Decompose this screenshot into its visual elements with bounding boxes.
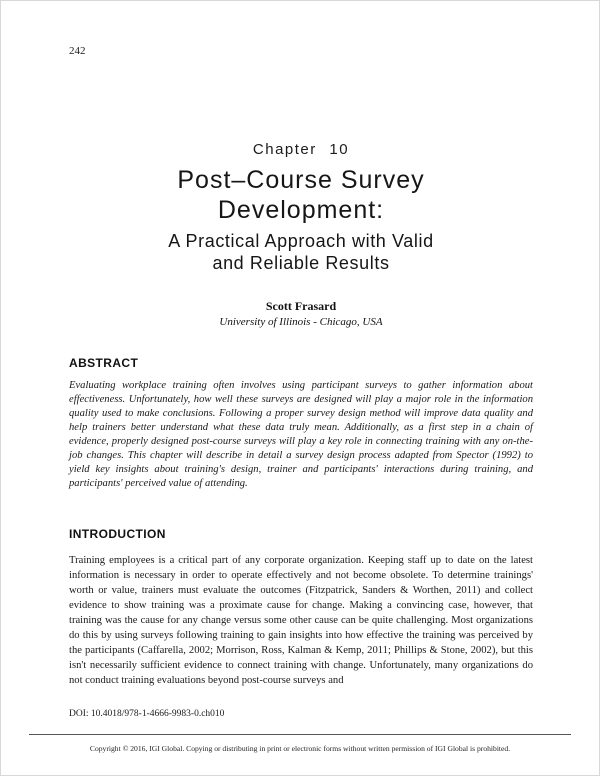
chapter-subtitle [69, 231, 533, 275]
chapter-title [69, 166, 533, 225]
chapter-title-line2: Development: [217, 195, 385, 224]
abstract-text: Evaluating workplace training often involves using participant surveys to gather information about effectiveness. Unfortunately, how well these surveys are designed will play a major role in the information quality used to make conclusions. Following a proper survey design method will improve data quality and help trainers better understand what these data truly mean. Additionally, as a first step in a chain of evidence, properly designed post-course surveys will play a key role in connecting training with any on-the-job changes. This chapter will describe in detail a survey design process adapted from Spector (1992) to yield key insights about training's design, trainer and participants' interactions during training, and participants' perceived value of attending. [69, 379, 533, 489]
introduction-heading: INTRODUCTION [69, 526, 166, 541]
abstract-heading: ABSTRACT [69, 355, 139, 370]
introduction-section [69, 527, 533, 688]
chapter-label: Chapter 10 [252, 141, 350, 158]
author-name: Scott Frasard [265, 298, 337, 313]
introduction-text: Training employees is a critical part of any corporate organization. Keeping staff up to date on the latest information is necessary in order to operate effectively and not become obsolete. To determine trainings' worth or value, trainers must evaluate the outcomes (Fitzpatrick, Sanders & Worthen, 2011) and collect evidence to show training was a proximate cause for change. Making a convincing case, however, that training was the cause for any change versus some other cause can be quite challenging. Most organizations do this by using surveys following training to gain insights into how effective the training was perceived by the participants (Caffarella, 2002; Morrison, Ross, Kalman & Kemp, 2011; Phillips & Stone, 2002), but this isn't necessarily sufficient evidence to connect training with change. Unfortunately, many organizations do not conduct training evaluations beyond post-course surveys and [69, 554, 533, 686]
author-affiliation: University of Illinois - Chicago, USA [219, 315, 383, 328]
copyright-notice: Copyright © 2016, IGI Global. Copying or distributing in print or electronic forms without written permission of IGI Global is prohibited. [89, 744, 511, 753]
doi-line: DOI: 10.4018/978-1-4666-9983-0.ch010 [69, 709, 225, 719]
chapter-subtitle-line2: and Reliable Results [212, 252, 390, 273]
author-block [69, 299, 533, 328]
chapter-header [69, 141, 533, 275]
abstract-section [69, 356, 533, 491]
footer-divider [29, 734, 571, 735]
page-number: 242 [69, 45, 86, 57]
chapter-subtitle-line1: A Practical Approach with Valid [168, 231, 434, 251]
chapter-title-line1: Post–Course Survey [177, 166, 425, 194]
